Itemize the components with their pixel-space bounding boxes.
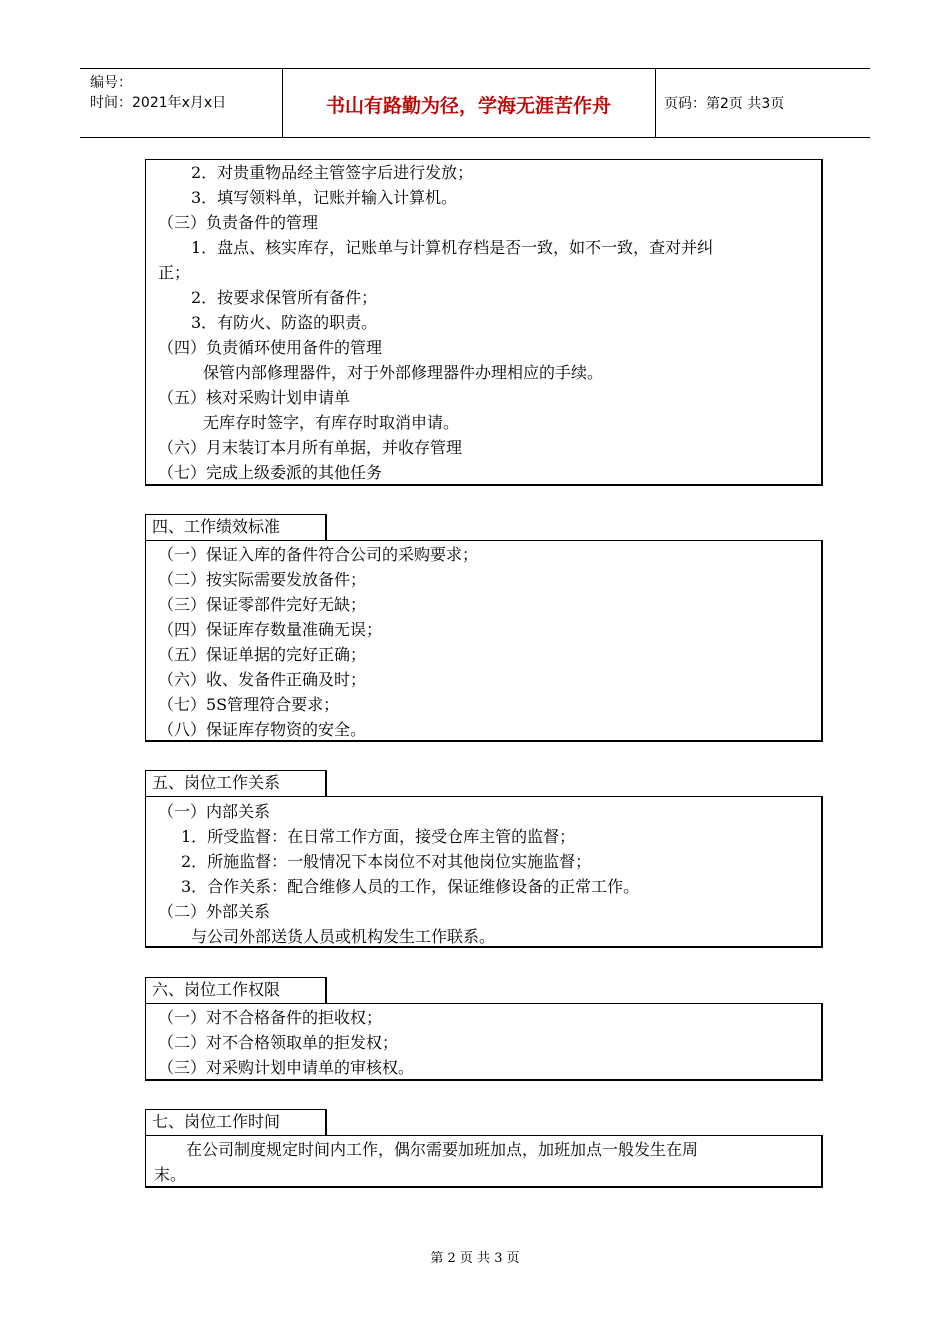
header-motto: 书山有路勤为径，学海无涯苦作舟 [325, 95, 611, 117]
subsection-heading: （五）核对采购计划申请单 [158, 388, 351, 407]
list-item: （三）保证零部件完好无缺； [158, 595, 367, 614]
list-item: （二）对不合格领取单的拒发权； [158, 1033, 399, 1052]
page-info: 页码：第2页 共3页 [664, 96, 785, 112]
text-line: 无库存时签字，有库存时取消申请。 [203, 413, 460, 432]
subsection-heading: （七）完成上级委派的其他任务 [158, 463, 383, 482]
text-line: 2．按要求保管所有备件； [191, 288, 378, 307]
list-item: 3．合作关系：配合维修人员的工作，保证维修设备的正常工作。 [181, 877, 640, 896]
list-item: （二）按实际需要发放备件； [158, 570, 367, 589]
text-line: 正； [158, 263, 191, 282]
number-label: 编号： [90, 75, 132, 91]
list-item: 2．所施监督：一般情况下本岗位不对其他岗位实施监督； [181, 852, 592, 871]
subsection-heading: （一）内部关系 [158, 802, 271, 821]
text-line: 1．盘点、核实库存，记账单与计算机存档是否一致，如不一致，查对并纠 [191, 238, 714, 257]
header-divider [655, 69, 656, 137]
list-item: 与公司外部送货人员或机构发生工作联系。 [191, 927, 496, 946]
section5-title: 五、岗位工作关系 [145, 770, 327, 796]
section7-title: 七、岗位工作时间 [145, 1109, 327, 1135]
subsection-heading: （三）负责备件的管理 [158, 213, 319, 232]
page-header [80, 68, 870, 138]
list-item: （一）保证入库的备件符合公司的采购要求； [158, 545, 479, 564]
section6-title: 六、岗位工作权限 [145, 977, 327, 1003]
list-item: （五）保证单据的完好正确； [158, 645, 367, 664]
list-item: （四）保证库存数量准确无误； [158, 620, 383, 639]
section3-box [145, 159, 823, 486]
list-item: （八）保证库存物资的安全。 [158, 720, 367, 739]
text-line: 2．对贵重物品经主管签字后进行发放； [191, 163, 474, 182]
list-item: （六）收、发备件正确及时； [158, 670, 367, 689]
paragraph-line: 在公司制度规定时间内工作，偶尔需要加班加点，加班加点一般发生在周 [186, 1140, 699, 1159]
subsection-heading: （六）月末装订本月所有单据，并收存管理 [158, 438, 463, 457]
date-label: 时间：2021年x月x日 [90, 95, 227, 111]
paragraph-line: 末。 [154, 1165, 187, 1184]
text-line: 保管内部修理器件，对于外部修理器件办理相应的手续。 [203, 363, 604, 382]
section5-box [145, 796, 823, 948]
section4-box [145, 540, 823, 742]
list-item: （七）5S管理符合要求； [158, 695, 340, 714]
page-footer: 第 2 页 共 3 页 [430, 1251, 520, 1266]
list-item: 1．所受监督：在日常工作方面，接受仓库主管的监督； [181, 827, 576, 846]
header-meta [90, 73, 226, 113]
section4-title: 四、工作绩效标准 [145, 514, 327, 540]
section6-box [145, 1003, 823, 1081]
list-item: （三）对采购计划申请单的审核权。 [158, 1058, 415, 1077]
text-line: 3．填写领料单，记账并输入计算机。 [191, 188, 458, 207]
subsection-heading: （四）负责循环使用备件的管理 [158, 338, 383, 357]
subsection-heading: （二）外部关系 [158, 902, 271, 921]
list-item: （一）对不合格备件的拒收权； [158, 1008, 383, 1027]
text-line: 3．有防火、防盗的职责。 [191, 313, 378, 332]
section7-box [145, 1135, 823, 1188]
